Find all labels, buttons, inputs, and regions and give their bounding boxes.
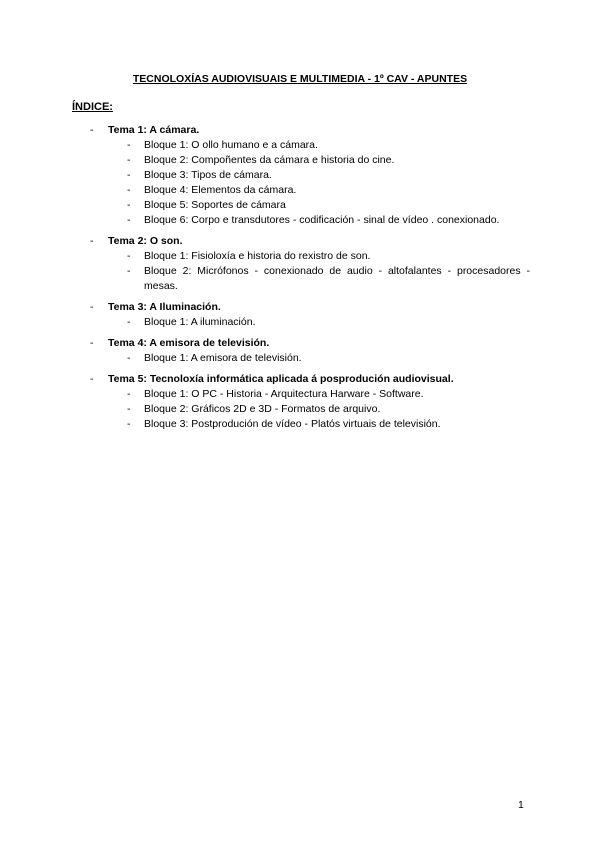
block-bullet: -	[127, 316, 131, 328]
block-bullet: -	[127, 199, 131, 211]
block-item	[0, 138, 600, 153]
block-label: Bloque 1: O PC - Historia - Arquitectura Harware - Software.	[144, 388, 424, 400]
block-bullet: -	[127, 418, 131, 430]
topic-item	[0, 336, 600, 366]
block-bullet: -	[127, 352, 131, 364]
block-item	[0, 198, 600, 213]
topic-row	[0, 300, 600, 315]
topic-row	[0, 372, 600, 387]
topic-item	[0, 372, 600, 432]
block-item	[0, 213, 600, 228]
topic-title: Tema 4: A emisora de televisión.	[108, 337, 270, 349]
topic-item	[0, 300, 600, 330]
topic-row	[0, 234, 600, 249]
block-label: Bloque 1: O ollo humano e a cámara.	[144, 139, 318, 151]
block-item	[0, 315, 600, 330]
block-item	[0, 153, 600, 168]
topic-row	[0, 123, 600, 138]
block-label: Bloque 2: Compoñentes da cámara e historia do cine.	[144, 154, 395, 166]
topic-title: Tema 2: O son.	[108, 235, 183, 247]
block-item	[0, 249, 600, 264]
block-bullet: -	[127, 388, 131, 400]
block-bullet: -	[127, 403, 131, 415]
topic-item	[0, 123, 600, 228]
block-item	[0, 402, 600, 417]
topic-bullet: -	[90, 337, 94, 349]
topic-item	[0, 234, 600, 294]
topic-title: Tema 1: A cámara.	[108, 124, 200, 136]
topic-row	[0, 336, 600, 351]
topic-title: Tema 3: A Iluminación.	[108, 301, 221, 313]
topic-bullet: -	[90, 301, 94, 313]
block-item	[0, 417, 600, 432]
topic-bullet: -	[90, 373, 94, 385]
block-label: Bloque 2: Gráficos 2D e 3D - Formatos de arquivo.	[144, 403, 381, 415]
block-bullet: -	[127, 169, 131, 181]
document-title: TECNOLOXÍAS AUDIOVISUAIS E MULTIMEDIA - 1º CAV - APUNTES	[132, 73, 468, 85]
block-item	[0, 168, 600, 183]
block-item	[0, 351, 600, 366]
topic-bullet: -	[90, 235, 94, 247]
block-bullet: -	[127, 154, 131, 166]
block-label: Bloque 1: A emisora de televisión.	[144, 352, 302, 364]
block-label: Bloque 6: Corpo e transdutores - codificación - sinal de vídeo . conexionado.	[144, 214, 500, 226]
topic-bullet: -	[90, 124, 94, 136]
topic-title: Tema 5: Tecnoloxía informática aplicada á posprodución audiovisual.	[108, 373, 454, 385]
block-label: Bloque 2: Micrófonos - conexionado de audio - altofalantes - procesadores - mesas.	[144, 265, 530, 292]
block-label: Bloque 1: Fisioloxía e historia do rexistro de son.	[144, 250, 371, 262]
block-bullet: -	[127, 184, 131, 196]
block-bullet: -	[127, 265, 131, 277]
block-label: Bloque 3: Tipos de cámara.	[144, 169, 272, 181]
block-bullet: -	[127, 139, 131, 151]
block-label: Bloque 1: A iluminación.	[144, 316, 256, 328]
page-number: 1	[518, 799, 524, 811]
topic-list	[0, 123, 600, 438]
block-item	[0, 183, 600, 198]
index-heading: ÍNDICE:	[72, 101, 113, 113]
block-item	[0, 387, 600, 402]
block-label: Bloque 3: Postprodución de vídeo - Platós virtuais de televisión.	[144, 418, 441, 430]
block-label: Bloque 5: Soportes de cámara	[144, 199, 286, 211]
block-bullet: -	[127, 250, 131, 262]
block-bullet: -	[127, 214, 131, 226]
block-label: Bloque 4: Elementos da cámara.	[144, 184, 297, 196]
block-item	[0, 264, 600, 294]
